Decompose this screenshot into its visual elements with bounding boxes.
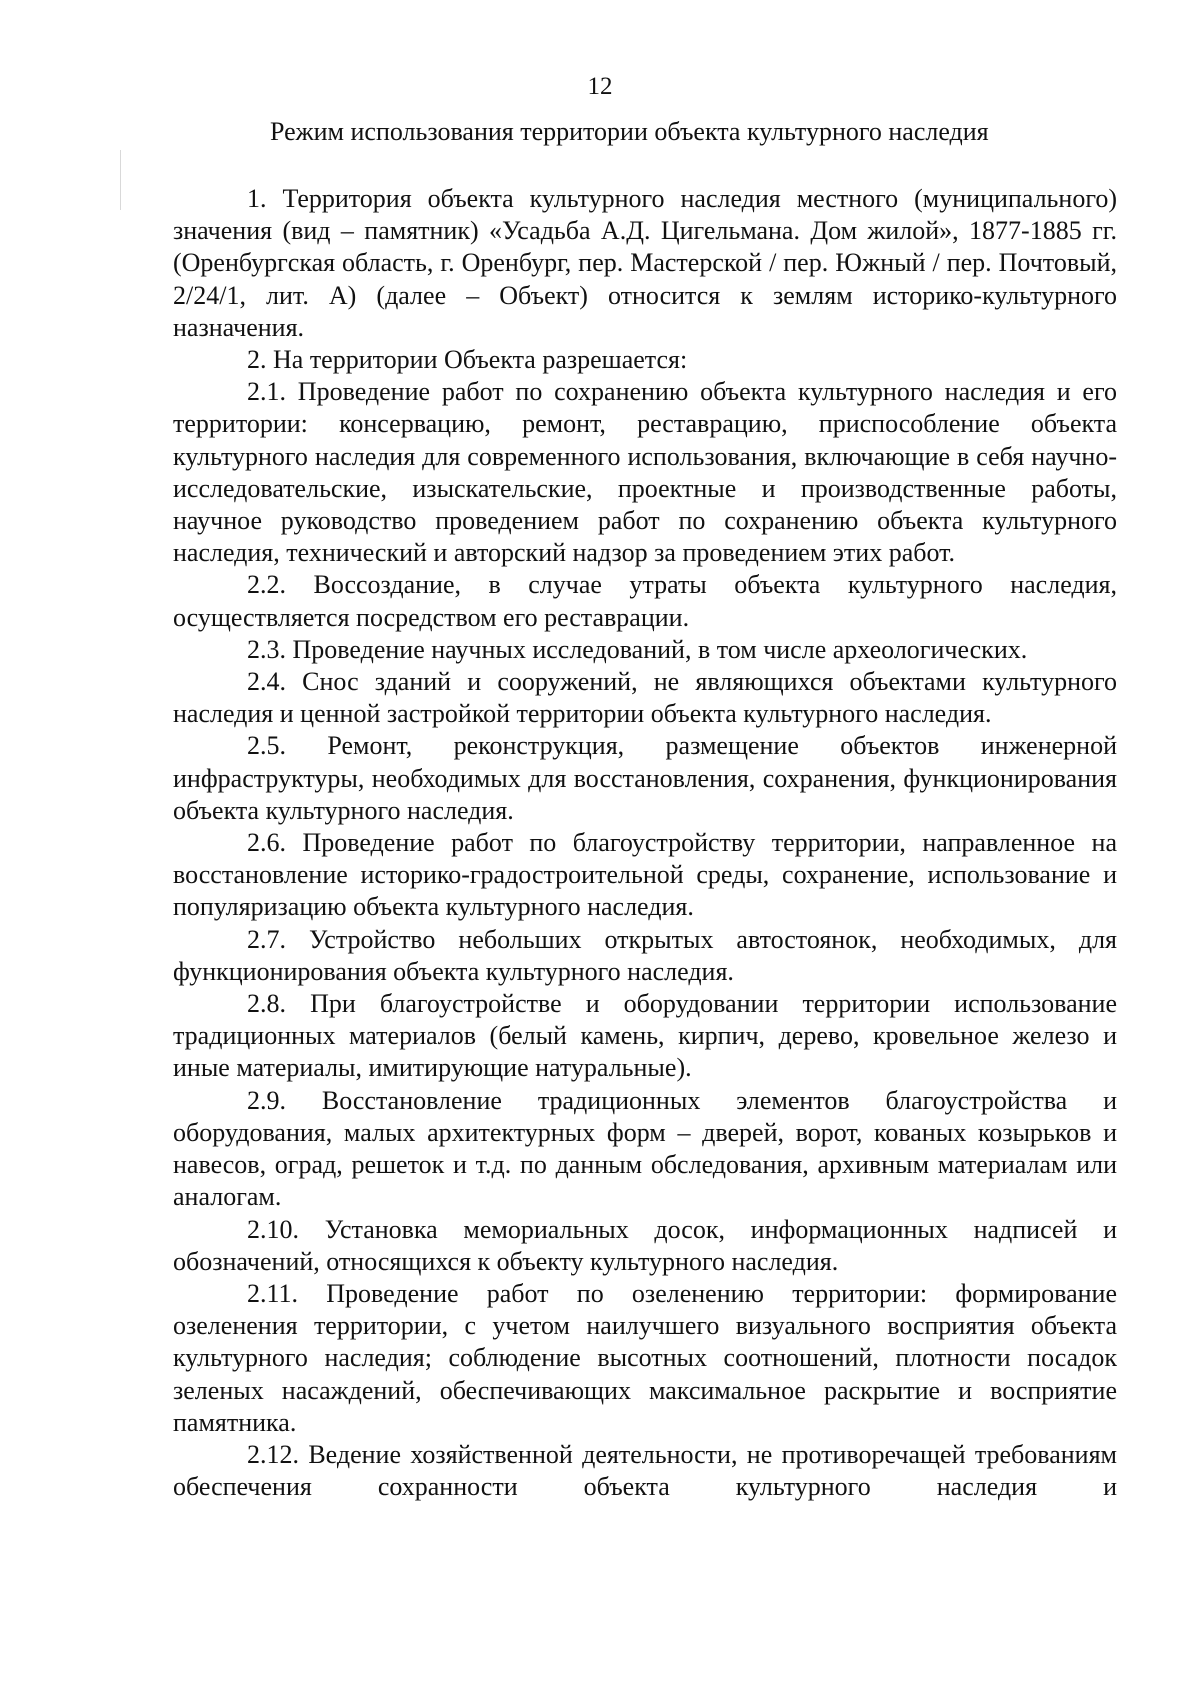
page-title: Режим использования территории объекта культурного наследия: [270, 117, 989, 146]
paragraph-2-1: [173, 376, 1117, 569]
paragraph-2-5: [173, 730, 1117, 827]
paragraph-2-11: [173, 1278, 1117, 1439]
paragraph-text: Ведение хозяйственной деятельности, не противоречащей требованиям обеспечения сохранности объекта культурного наследия и: [173, 1439, 1117, 1502]
paragraph-number: 1.: [247, 184, 267, 213]
paragraph-text: При благоустройстве и оборудовании территории использование традиционных материалов (белый камень, кирпич, дерево, кровельное железо и иные материалы, имитирующие натуральные).: [173, 989, 1117, 1083]
paragraph-text: На территории Объекта разрешается:: [266, 345, 688, 375]
paragraph-number: 2.11.: [247, 1278, 299, 1308]
page-number: 12: [587, 73, 613, 100]
paragraph-2-2: [173, 569, 1117, 633]
paragraph-number: 2.5.: [247, 731, 286, 761]
paragraph-2-4: [173, 666, 1117, 730]
paragraph-text: Устройство небольших открытых автостоянок, необходимых, для функционирования объекта культурного наследия.: [173, 924, 1117, 986]
paragraph-text: Установка мемориальных досок, информационных надписей и обозначений, относящихся к объекту культурного наследия.: [173, 1214, 1117, 1276]
document-body: [173, 183, 1117, 1503]
paragraph-number: 2.12.: [247, 1439, 299, 1469]
paragraph-number: 2.1.: [247, 377, 286, 407]
paragraph-text: Проведение работ по сохранению объекта культурного наследия и его территории: консервацию, ремонт, реставрацию, приспособление объекта культурного наследия для современного использования, включающие в себя научно-исследовательские, изыскательские, проектные и производственные работы, научное руководство проведением работ по сохранению объекта культурного наследия, технический и авторский надзор за проведением этих работ.: [173, 377, 1117, 568]
paragraph-2-7: [173, 924, 1117, 988]
paragraph-number: 2.8.: [247, 989, 286, 1019]
paragraph-2-8: [173, 988, 1117, 1085]
paragraph-text: Воссоздание, в случае утраты объекта культурного наследия, осуществляется посредством его реставрации.: [173, 570, 1117, 632]
paragraph-2-12: [173, 1439, 1117, 1503]
paragraph-text: Восстановление традиционных элементов благоустройства и оборудования, малых архитектурных форм – дверей, ворот, кованых козырьков и навесов, оград, решеток и т.д. по данным обследования, архивным материалам или аналогам.: [173, 1085, 1117, 1212]
paragraph-number: 2.9.: [247, 1085, 286, 1115]
scan-edge-mark: [120, 150, 121, 210]
paragraph-text: Территория объекта культурного наследия местного (муниципального) значения (вид – памятник) «Усадьба А.Д. Цигельмана. Дом жилой», 1877-1885 гг. (Оренбургская область, г. Оренбург, пер. Мастерской / пер. Южный / пер. Почтовый, 2/24/1, лит. А) (далее – Объект) относится к землям историко-культурного назначения.: [173, 184, 1117, 342]
paragraph-2-9: [173, 1085, 1117, 1214]
paragraph-number: 2.10.: [247, 1214, 299, 1244]
paragraph-text: Ремонт, реконструкция, размещение объектов инженерной инфраструктуры, необходимых для восстановления, сохранения, функционирования объекта культурного наследия.: [173, 731, 1117, 825]
paragraph-number: 2.3.: [247, 634, 286, 664]
paragraph-text: Снос зданий и сооружений, не являющихся объектами культурного наследия и ценной застройкой территории объекта культурного наследия.: [173, 667, 1117, 729]
paragraph-text: Проведение научных исследований, в том числе археологических.: [286, 634, 1028, 664]
paragraph-number: 2.7.: [247, 924, 286, 954]
paragraph-2-10: [173, 1214, 1117, 1278]
paragraph-text: Проведение работ по озеленению территории: формирование озеленения территории, с учетом наилучшего визуального восприятия объекта культурного наследия; соблюдение высотных соотношений, плотности посадок зеленых насаждений, обеспечивающих максимальное раскрытие и восприятие памятника.: [173, 1278, 1117, 1437]
paragraph-2-6: [173, 827, 1117, 924]
paragraph-2: [173, 344, 1117, 376]
paragraph-2-3: [173, 634, 1117, 666]
paragraph-number: 2.2.: [247, 570, 286, 600]
paragraph-1: [173, 183, 1117, 344]
paragraph-number: 2.6.: [247, 828, 286, 858]
paragraph-number: 2.: [247, 345, 267, 375]
paragraph-text: Проведение работ по благоустройству территории, направленное на восстановление историко-градостроительной среды, сохранение, использование и популяризацию объекта культурного наследия.: [173, 828, 1117, 922]
paragraph-number: 2.4.: [247, 667, 286, 697]
